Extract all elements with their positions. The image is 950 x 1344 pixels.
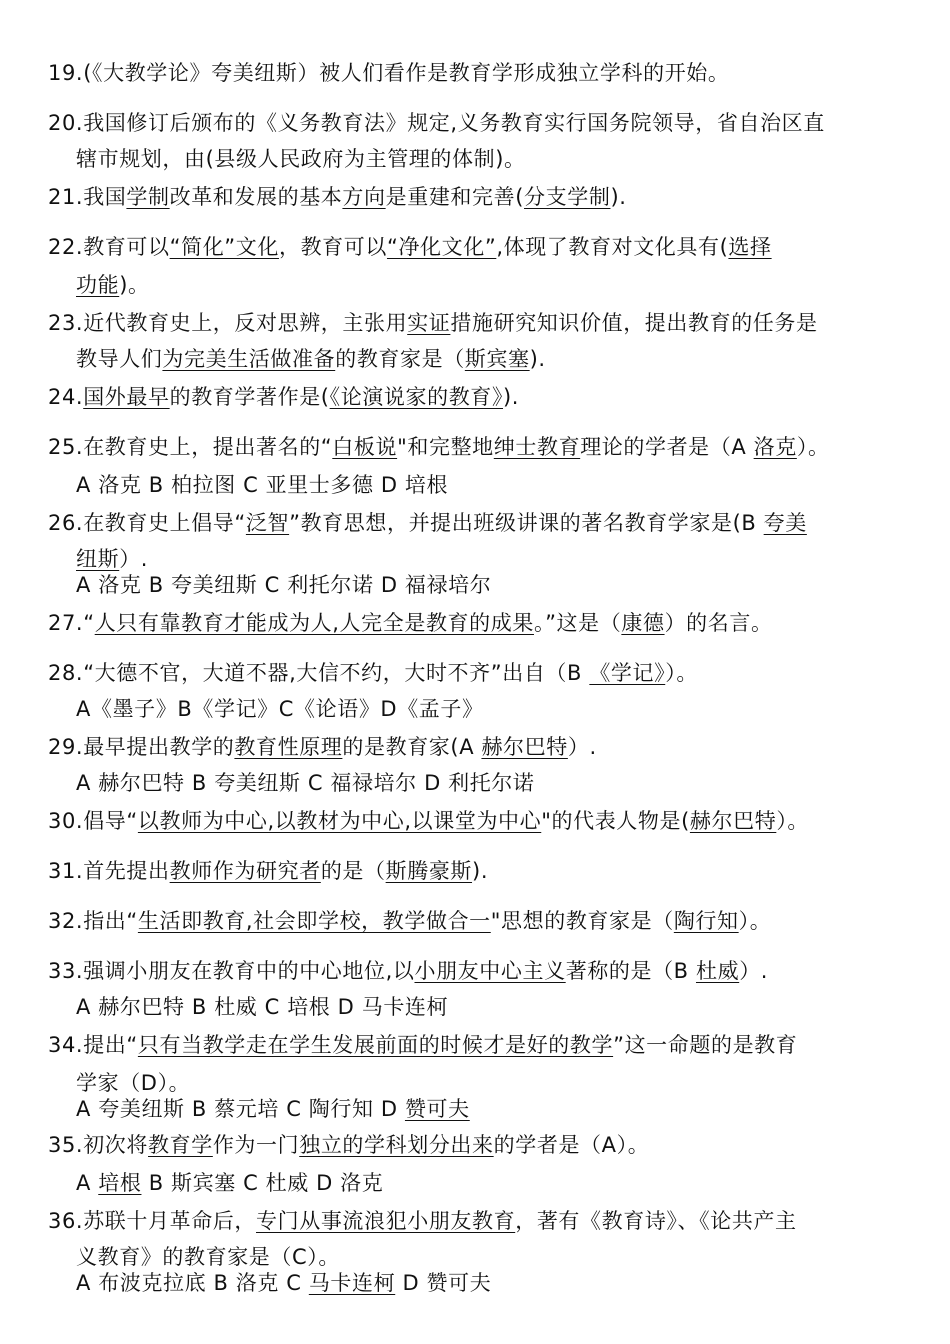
question-29-options — [76, 768, 535, 798]
answer-text: 夸美 — [763, 511, 807, 535]
question-number: 36. — [48, 1209, 84, 1233]
question-text: 改革和发展的基本 — [169, 185, 343, 209]
question-number: 33. — [48, 959, 84, 983]
underlined-keyword: 绅士教育 — [493, 435, 581, 459]
question-number: 21. — [48, 185, 84, 209]
question-number: 29. — [48, 735, 84, 759]
answer-options: A — [76, 1171, 99, 1195]
question-number: 31. — [48, 859, 84, 883]
answer-text: 赞可夫 — [404, 1097, 470, 1121]
question-text: 我国修订后颁布的《义务教育法》规定,义务教育实行国务院领导，省自治区直 — [83, 111, 825, 135]
answer-options: D 赞可夫 — [395, 1271, 492, 1295]
question-number: 28. — [48, 661, 84, 685]
answer-text: 赫尔巴特 — [689, 809, 777, 833]
question-text: 首先提出 — [83, 859, 170, 883]
question-number: 24. — [48, 385, 84, 409]
answer-text: 斯腾豪斯 — [385, 859, 473, 883]
question-text: ，著有《教育诗》、《论共产主 — [515, 1209, 797, 1233]
answer-text: 康德 — [621, 611, 665, 635]
question-text: “ — [83, 611, 95, 635]
question-21 — [48, 182, 627, 212]
question-text: )。 — [119, 273, 150, 297]
question-text: 义教育》的教育家是（C）。 — [76, 1245, 340, 1269]
question-34-options — [76, 1094, 470, 1124]
question-text: 的是（ — [320, 859, 386, 883]
underlined-keyword: 以教师为中心,以教材为中心,以课堂为中心 — [137, 809, 542, 833]
answer-text: 《论演说家的教育》 — [329, 385, 504, 409]
question-text: ). — [503, 385, 520, 409]
question-text: ）。 — [665, 661, 698, 685]
question-26 — [48, 508, 807, 538]
question-text: 我国 — [83, 185, 127, 209]
question-number: 32. — [48, 909, 84, 933]
question-text: ，教育可以 — [278, 235, 387, 259]
question-number: 30. — [48, 809, 84, 833]
question-text: ）。 — [776, 809, 810, 833]
answer-options: A 洛克 B 夸美纽斯 C 利托尔诺 D 福禄培尔 — [76, 573, 492, 597]
question-20 — [48, 108, 825, 138]
underlined-keyword: 只有当教学走在学生发展前面的时候才是好的教学 — [137, 1033, 614, 1057]
underlined-keyword: 方向 — [342, 185, 386, 209]
question-25 — [48, 432, 830, 462]
answer-text: 培根 — [98, 1171, 142, 1195]
underlined-keyword: 白板说 — [332, 435, 398, 459]
question-25-options — [76, 470, 448, 500]
question-text: 的教育家是（ — [335, 347, 465, 371]
question-text: ”这一命题的是教育 — [613, 1033, 798, 1057]
question-31 — [48, 856, 488, 886]
question-36 — [48, 1206, 797, 1236]
question-35 — [48, 1130, 649, 1160]
underlined-keyword: 为完美生活做准备 — [162, 347, 336, 371]
underlined-keyword: 国外最早 — [83, 385, 170, 409]
answer-text: 马卡连柯 — [308, 1271, 396, 1295]
question-text: 的教育学著作是( — [169, 385, 330, 409]
question-text: ”教育思想，并提出班级讲课的著名教育学家是(B — [289, 511, 764, 535]
question-text: 教育可以 — [83, 235, 170, 259]
question-text: 近代教育史上，反对思辨，主张用 — [83, 311, 408, 335]
question-33-options — [76, 992, 448, 1022]
question-number: 19. — [48, 61, 84, 85]
question-24 — [48, 382, 519, 412]
answer-text: 洛克 — [753, 435, 797, 459]
question-19 — [48, 58, 730, 88]
question-text: 理论的学者是（A — [580, 435, 754, 459]
question-30 — [48, 806, 809, 836]
question-text: 教导人们 — [76, 347, 163, 371]
question-text: 辖市规划，由(县级人民政府为主管理的体制)。 — [76, 147, 526, 171]
question-text: 。”这是（ — [533, 611, 622, 635]
question-number: 35. — [48, 1133, 84, 1157]
question-text: 指出“ — [83, 909, 138, 933]
question-text: 措施研究知识价值，提出教育的任务是 — [450, 311, 818, 335]
question-32 — [48, 906, 771, 936]
underlined-keyword: 学制 — [126, 185, 170, 209]
question-text: ）. — [567, 735, 597, 759]
underlined-keyword: 人只有靠教育才能成为人,人完全是教育的成果 — [94, 611, 534, 635]
answer-options: A《墨子》B《学记》C《论语》D《孟子》 — [76, 697, 484, 721]
answer-options: A 洛克 B 柏拉图 C 亚里士多德 D 培根 — [76, 473, 449, 497]
question-34 — [48, 1030, 797, 1060]
answer-options: A 布波克拉底 B 洛克 C — [76, 1271, 309, 1295]
question-33 — [48, 956, 768, 986]
question-text: 在教育史上，提出著名的“ — [83, 435, 333, 459]
question-29 — [48, 732, 597, 762]
question-text: "和完整地 — [397, 435, 494, 459]
question-text: 的是教育家(A — [342, 735, 482, 759]
question-28-options — [76, 694, 484, 724]
question-text: ）. — [739, 959, 769, 983]
question-35-options — [76, 1168, 383, 1198]
question-text: 著称的是（B — [565, 959, 696, 983]
answer-text: 陶行知 — [673, 909, 739, 933]
question-22-continuation — [76, 270, 150, 300]
underlined-keyword: 生活即教育,社会即学校，教学做合一 — [137, 909, 491, 933]
question-number: 34. — [48, 1033, 84, 1057]
underlined-keyword: 专门从事流浪犯小朋友教育 — [256, 1209, 516, 1233]
question-23 — [48, 308, 818, 338]
question-text: 倡导“ — [83, 809, 138, 833]
answer-options: A 夸美纽斯 B 蔡元培 C 陶行知 D — [76, 1097, 405, 1121]
answer-options: A 赫尔巴特 B 杜威 C 培根 D 马卡连柯 — [76, 995, 449, 1019]
underlined-keyword: 小朋友中心主义 — [414, 959, 566, 983]
question-26-options — [76, 570, 491, 600]
underlined-keyword: 教育性原理 — [234, 735, 343, 759]
underlined-keyword: 教师作为研究者 — [169, 859, 321, 883]
answer-text: 斯宾塞 — [464, 347, 530, 371]
question-36-options — [76, 1268, 491, 1298]
answer-options: A 赫尔巴特 B 夸美纽斯 C 福禄培尔 D 利托尔诺 — [76, 771, 535, 795]
question-number: 26. — [48, 511, 84, 535]
question-text: ）。 — [796, 435, 830, 459]
question-text: 在教育史上倡导“ — [83, 511, 246, 535]
question-number: 22. — [48, 235, 84, 259]
answer-options: B 斯宾塞 C 杜威 D 洛克 — [141, 1171, 384, 1195]
question-text: ）. — [119, 547, 149, 571]
question-text: 是重建和完善( — [385, 185, 525, 209]
question-27 — [48, 608, 773, 638]
answer-text: 赫尔巴特 — [481, 735, 568, 759]
answer-text: 分支学制 — [524, 185, 611, 209]
question-text: “大德不官，大道不器,大信不约，大时不齐”出自（B — [83, 661, 590, 685]
question-text: 作为一门 — [212, 1133, 300, 1157]
question-text: (《大教学论》夸美纽斯）被人们看作是教育学形成独立学科的开始。 — [83, 61, 730, 85]
question-text: 的学者是（A）。 — [493, 1133, 650, 1157]
underlined-keyword: “净化文化” — [386, 235, 497, 259]
question-text: "思想的教育家是（ — [490, 909, 674, 933]
question-text: ）。 — [738, 909, 772, 933]
question-number: 25. — [48, 435, 84, 459]
question-number: 27. — [48, 611, 84, 635]
question-text: ). — [529, 347, 546, 371]
question-22 — [48, 232, 772, 262]
underlined-keyword: 独立的学科划分出来 — [299, 1133, 494, 1157]
question-text: 学家（D）。 — [76, 1071, 191, 1095]
answer-text: 杜威 — [695, 959, 740, 983]
question-20-continuation — [76, 144, 526, 174]
question-text: 最早提出教学的 — [83, 735, 235, 759]
question-text: 强调小朋友在教育中的中心地位,以 — [83, 959, 415, 983]
question-text: ）的名言。 — [664, 611, 773, 635]
question-text: ,体现了教育对文化具有( — [496, 235, 729, 259]
question-text: ). — [610, 185, 627, 209]
underlined-keyword: “简化”文化 — [169, 235, 279, 259]
question-28 — [48, 658, 698, 688]
answer-text: 纽斯 — [76, 547, 120, 571]
answer-text: 功能 — [76, 273, 120, 297]
question-text: "的代表人物是( — [541, 809, 690, 833]
answer-text: 《学记》 — [589, 661, 666, 685]
answer-text: 选择 — [728, 235, 772, 259]
underlined-keyword: 实证 — [407, 311, 451, 335]
question-text: ). — [472, 859, 489, 883]
question-number: 23. — [48, 311, 84, 335]
question-number: 20. — [48, 111, 84, 135]
question-text: 初次将 — [83, 1133, 149, 1157]
question-23-continuation — [76, 344, 546, 374]
underlined-keyword: 教育学 — [148, 1133, 213, 1157]
question-text: 苏联十月革命后， — [83, 1209, 257, 1233]
question-text: 提出“ — [83, 1033, 138, 1057]
underlined-keyword: 泛智 — [245, 511, 290, 535]
